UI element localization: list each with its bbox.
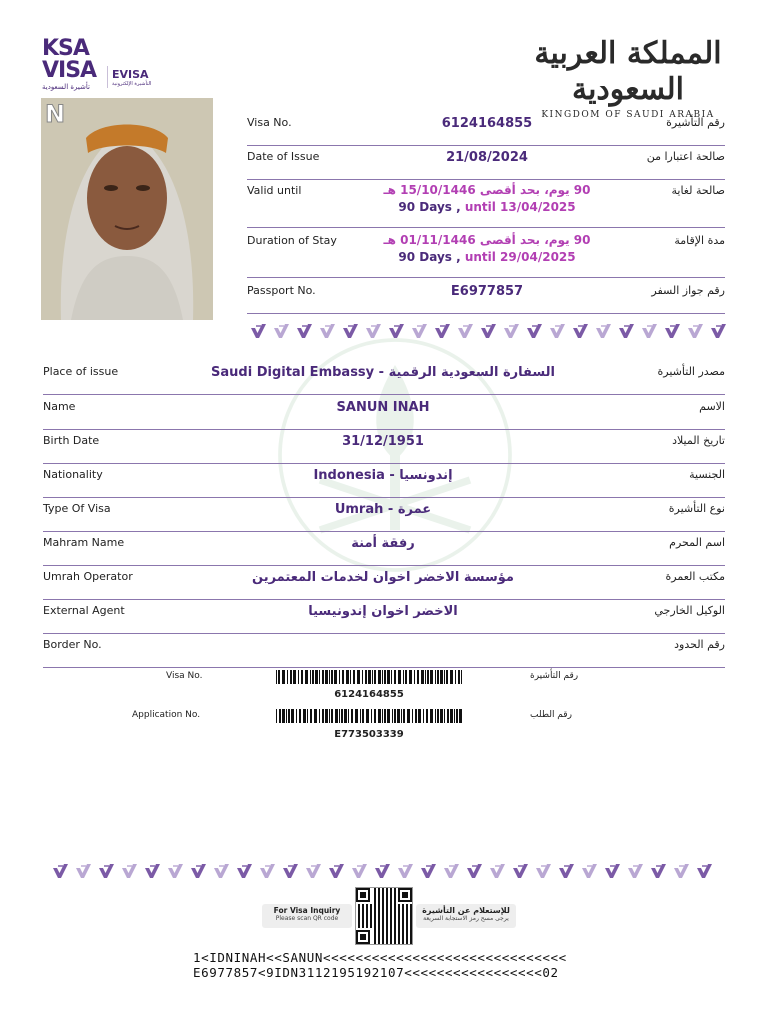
date-of-issue-ar-label: صالحة اعتبارا من [646, 150, 725, 163]
duration-date: until 29/04/2025 [460, 250, 576, 264]
umrah-operator-label: Umrah Operator [43, 570, 133, 583]
passport-number-value: E6977857 [450, 284, 524, 299]
umrah-operator-ar-label: مكتب العمرة [665, 570, 725, 583]
border-number-row [43, 634, 725, 668]
nationality-label: Nationality [43, 468, 103, 481]
holder-portrait-image [41, 98, 213, 320]
check-mark-icon [250, 322, 267, 340]
check-mark-icon [595, 322, 612, 340]
valid-until-row [247, 180, 725, 228]
name-value: SANUN INAH [336, 400, 430, 415]
ksa-logo-line1: KSA [42, 36, 89, 61]
check-mark-icon [282, 862, 299, 880]
check-mark-icon [319, 322, 336, 340]
birth-date-row [43, 430, 725, 464]
check-mark-icon [167, 862, 184, 880]
name-label: Name [43, 400, 76, 413]
check-mark-icon [572, 322, 589, 340]
check-mark-icon [190, 862, 207, 880]
type-of-visa-row [43, 498, 725, 532]
mahram-name-value: رفقة أمنة [351, 536, 415, 551]
check-mark-icon [388, 322, 405, 340]
barcode-visa-ar-label: رقم التأشيرة [530, 671, 579, 681]
check-mark-icon [259, 862, 276, 880]
mrz-line-2: E6977857<9IDN3112195192107<<<<<<<<<<<<<<<<<02 [193, 965, 559, 980]
passport-number-ar-label: رقم جواز السفر [651, 284, 725, 297]
valid-until-days: 90 Days , [398, 200, 461, 214]
visa-number-value: 6124164855 [441, 116, 533, 131]
logo-divider [107, 66, 108, 88]
check-mark-icon [581, 862, 598, 880]
valid-until-label: Valid until [247, 184, 302, 197]
application-number-barcode [276, 709, 462, 723]
check-mark-icon [604, 862, 621, 880]
mrz-line-1: 1<IDNINAH<<SANUN<<<<<<<<<<<<<<<<<<<<<<<<<<<<<< [193, 950, 567, 965]
check-mark-icon [535, 862, 552, 880]
mahram-name-row [43, 532, 725, 566]
check-mark-icon [351, 862, 368, 880]
checkmark-band-bottom [52, 862, 713, 880]
check-mark-icon [273, 322, 290, 340]
duration-of-stay-row [247, 230, 725, 278]
nationality-row [43, 464, 725, 498]
ksa-logo-arabic: تأشيرة السعودية [42, 83, 90, 91]
visa-number-row [247, 112, 725, 146]
check-mark-icon [328, 862, 345, 880]
check-mark-icon [121, 862, 138, 880]
qr-code-pattern [356, 888, 412, 944]
check-mark-icon [52, 862, 69, 880]
duration-hijri: 90 يوم، بحد أقصى 01/11/1446 هـ [383, 233, 591, 247]
kingdom-english-title: KINGDOM OF SAUDI ARABIA [541, 110, 715, 120]
photo-corner-mark: N [45, 100, 66, 128]
barcode-application-label: Application No. [132, 710, 201, 720]
type-of-visa-value: Umrah - عمرة [334, 502, 432, 517]
name-row [43, 396, 725, 430]
type-of-visa-label: Type Of Visa [43, 502, 111, 515]
check-mark-icon [489, 862, 506, 880]
check-mark-icon [420, 862, 437, 880]
birth-date-label: Birth Date [43, 434, 100, 447]
check-mark-icon [75, 862, 92, 880]
check-mark-icon [480, 322, 497, 340]
duration-of-stay-label: Duration of Stay [247, 234, 337, 247]
passport-number-label: Passport No. [247, 284, 316, 297]
visa-inquiry-ar-subtitle: يرجى مسح رمز الاستجابة السريعة [423, 915, 509, 922]
kingdom-logo [528, 36, 728, 120]
valid-until-hijri: 90 يوم، بحد أقصى 15/10/1446 هـ [383, 183, 591, 197]
duration-of-stay-value [367, 232, 607, 266]
valid-until-date: until 13/04/2025 [460, 200, 576, 214]
visa-inquiry-subtitle: Please scan QR code [275, 915, 339, 922]
nationality-value: Indonesia - إندونسيا [313, 468, 453, 483]
barcode-visa-number: 6124164855 [334, 689, 404, 700]
check-mark-icon [526, 322, 543, 340]
name-ar-label: الاسم [699, 400, 725, 413]
check-mark-icon [305, 862, 322, 880]
external-agent-ar-label: الوكيل الخارجي [654, 604, 725, 617]
check-mark-icon [98, 862, 115, 880]
checkmark-band-top [250, 322, 727, 340]
place-of-issue-ar-label: مصدر التأشيرة [657, 365, 725, 378]
visa-inquiry-title: For Visa Inquiry [273, 906, 341, 915]
border-number-label: Border No. [43, 638, 102, 651]
valid-until-ar-label: صالحة لغاية [671, 184, 725, 197]
check-mark-icon [664, 322, 681, 340]
duration-of-stay-ar-label: مدة الإقامة [674, 234, 725, 247]
check-mark-icon [549, 322, 566, 340]
date-of-issue-value: 21/08/2024 [446, 150, 528, 165]
barcode-application-number: E773503339 [334, 729, 404, 740]
external-agent-label: External Agent [43, 604, 125, 617]
birth-date-value: 31/12/1951 [342, 434, 424, 449]
visa-inquiry-ar [416, 904, 516, 928]
kingdom-arabic-title: المملكة العربية السعودية [534, 36, 722, 107]
check-mark-icon [236, 862, 253, 880]
check-mark-icon [365, 322, 382, 340]
external-agent-value: الاخضر اخوان إندونيسيا [308, 604, 458, 619]
check-mark-icon [443, 862, 460, 880]
check-mark-icon [558, 862, 575, 880]
qr-code-icon[interactable] [355, 887, 413, 945]
check-mark-icon [503, 322, 520, 340]
check-mark-icon [466, 862, 483, 880]
check-mark-icon [342, 322, 359, 340]
visa-number-barcode [276, 670, 462, 684]
passport-number-row [247, 280, 725, 314]
holder-photo [41, 98, 213, 320]
place-of-issue-row [43, 361, 725, 395]
check-mark-icon [673, 862, 690, 880]
evisa-logo-text: EVISA [112, 68, 149, 81]
duration-days: 90 Days , [398, 250, 461, 264]
evisa-logo [112, 68, 151, 87]
check-mark-icon [641, 322, 658, 340]
check-mark-icon [512, 862, 529, 880]
place-of-issue-value: Saudi Digital Embassy - السفارة السعودية الرقمية [211, 365, 555, 380]
type-of-visa-ar-label: نوع التأشيرة [668, 502, 725, 515]
birth-date-ar-label: تاريخ الميلاد [672, 434, 725, 447]
date-of-issue-label: Date of Issue [247, 150, 320, 163]
mahram-name-label: Mahram Name [43, 536, 125, 549]
nationality-ar-label: الجنسية [689, 468, 725, 481]
umrah-operator-value: مؤسسة الاخضر اخوان لخدمات المعتمرين [252, 570, 514, 585]
ksa-visa-logo [42, 38, 104, 91]
external-agent-row [43, 600, 725, 634]
check-mark-icon [627, 862, 644, 880]
check-mark-icon [144, 862, 161, 880]
place-of-issue-label: Place of issue [43, 365, 119, 378]
umrah-operator-row [43, 566, 725, 600]
barcode-visa-label: Visa No. [166, 671, 203, 681]
visa-inquiry-en [262, 904, 352, 928]
visa-inquiry-ar-title: للإستعلام عن التأشيرة [422, 906, 510, 915]
visa-number-label: Visa No. [247, 116, 292, 129]
check-mark-icon [434, 322, 451, 340]
date-of-issue-row [247, 146, 725, 180]
check-mark-icon [650, 862, 667, 880]
ksa-logo-line2: VISA [42, 58, 97, 83]
check-mark-icon [213, 862, 230, 880]
valid-until-value [367, 182, 607, 216]
check-mark-icon [457, 322, 474, 340]
evisa-logo-arabic: التأشيرة الإلكترونية [112, 81, 152, 87]
mahram-name-ar-label: اسم المحرم [669, 536, 725, 549]
check-mark-icon [397, 862, 414, 880]
check-mark-icon [411, 322, 428, 340]
border-number-ar-label: رقم الحدود [674, 638, 725, 651]
visa-number-ar-label: رقم التأشيرة [666, 116, 725, 129]
check-mark-icon [296, 322, 313, 340]
check-mark-icon [374, 862, 391, 880]
check-mark-icon [687, 322, 704, 340]
check-mark-icon [618, 322, 635, 340]
check-mark-icon [710, 322, 727, 340]
check-mark-icon [696, 862, 713, 880]
barcode-application-ar-label: رقم الطلب [530, 710, 572, 720]
